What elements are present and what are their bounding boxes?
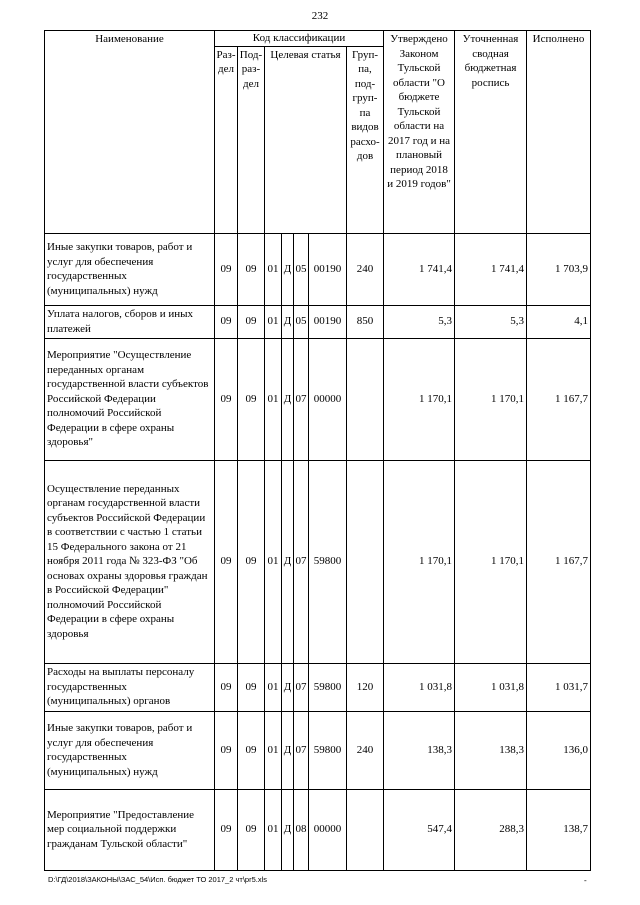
row-target-part3: 07	[294, 663, 309, 711]
row-target-part3: 08	[294, 789, 309, 870]
row-target-part1: 01	[265, 711, 282, 789]
row-executed-amount: 1 703,9	[527, 233, 591, 305]
row-target-part3: 07	[294, 711, 309, 789]
row-razdel: 09	[215, 711, 238, 789]
row-name: Мероприятие "Предоставление мер социальной поддержки гражданам Тульской области"	[45, 789, 215, 870]
row-approved-amount: 1 170,1	[384, 338, 455, 460]
row-target-part3: 05	[294, 305, 309, 338]
row-target-part4: 00190	[309, 233, 347, 305]
row-target-part1: 01	[265, 460, 282, 663]
row-target-part2: Д	[282, 233, 294, 305]
budget-table	[44, 30, 591, 871]
row-name: Уплата налогов, сборов и иных платежей	[45, 305, 215, 338]
row-target-part1: 01	[265, 233, 282, 305]
row-name: Расходы на выплаты персоналу государственных (муниципальных) органов	[45, 663, 215, 711]
header-refined: Уточненная сводная бюджетная роспись	[455, 31, 527, 234]
row-refined-amount: 288,3	[455, 789, 527, 870]
row-name: Иные закупки товаров, работ и услуг для обеспечения государственных (муниципальных) нужд	[45, 233, 215, 305]
header-code-classification: Код классификации	[215, 31, 384, 47]
footer-file-path: D:\ГД\2018\ЗАКОНЫ\ЗАС_54\Исп. бюджет ТО 2017_2 чт\pr5.xls	[48, 875, 267, 884]
row-razdel: 09	[215, 460, 238, 663]
row-target-part2: Д	[282, 305, 294, 338]
row-target-part1: 01	[265, 663, 282, 711]
row-executed-amount: 1 031,7	[527, 663, 591, 711]
row-expense-group: 240	[347, 711, 384, 789]
row-podrazdel: 09	[238, 305, 265, 338]
row-refined-amount: 1 170,1	[455, 338, 527, 460]
header-name: Наименование	[45, 31, 215, 234]
row-refined-amount: 1 741,4	[455, 233, 527, 305]
header-razdel: Раз- дел	[215, 46, 238, 233]
table-row	[45, 663, 591, 711]
header-expense-group: Груп- па, под- груп- па видов расхо- дов	[347, 46, 384, 233]
row-approved-amount: 1 741,4	[384, 233, 455, 305]
row-expense-group	[347, 460, 384, 663]
table-row	[45, 460, 591, 663]
table-row	[45, 338, 591, 460]
row-name: Мероприятие "Осуществление переданных органам государственной власти субъектов Российской Федерации полномочий Российской Федерации в сфере охраны здоровья"	[45, 338, 215, 460]
row-razdel: 09	[215, 789, 238, 870]
row-target-part2: Д	[282, 789, 294, 870]
row-expense-group: 240	[347, 233, 384, 305]
row-executed-amount: 138,7	[527, 789, 591, 870]
row-podrazdel: 09	[238, 711, 265, 789]
row-name: Иные закупки товаров, работ и услуг для обеспечения государственных (муниципальных) нужд	[45, 711, 215, 789]
row-target-part4: 00000	[309, 789, 347, 870]
row-podrazdel: 09	[238, 233, 265, 305]
footer-mark: -	[584, 876, 587, 885]
row-podrazdel: 09	[238, 663, 265, 711]
row-approved-amount: 1 170,1	[384, 460, 455, 663]
row-target-part2: Д	[282, 338, 294, 460]
row-approved-amount: 138,3	[384, 711, 455, 789]
row-target-part4: 00190	[309, 305, 347, 338]
row-expense-group: 850	[347, 305, 384, 338]
row-target-part4: 59800	[309, 663, 347, 711]
row-target-part3: 05	[294, 233, 309, 305]
row-approved-amount: 547,4	[384, 789, 455, 870]
table-row	[45, 789, 591, 870]
row-target-part1: 01	[265, 305, 282, 338]
header-podrazdel: Под- раз- дел	[238, 46, 265, 233]
row-refined-amount: 138,3	[455, 711, 527, 789]
page-number: 232	[311, 10, 329, 22]
row-target-part2: Д	[282, 711, 294, 789]
row-executed-amount: 4,1	[527, 305, 591, 338]
row-target-part1: 01	[265, 338, 282, 460]
row-executed-amount: 1 167,7	[527, 460, 591, 663]
row-target-part4: 59800	[309, 460, 347, 663]
row-expense-group: 120	[347, 663, 384, 711]
row-approved-amount: 5,3	[384, 305, 455, 338]
row-refined-amount: 5,3	[455, 305, 527, 338]
row-podrazdel: 09	[238, 338, 265, 460]
row-target-part1: 01	[265, 789, 282, 870]
row-target-part4: 59800	[309, 711, 347, 789]
row-razdel: 09	[215, 233, 238, 305]
row-executed-amount: 1 167,7	[527, 338, 591, 460]
row-name: Осуществление переданных органам государственной власти субъектов Российской Федерации в соответствии с частью 1 статьи 15 Федерального закона от 21 ноября 2011 года № 323-ФЗ "Об основах охраны здоровья граждан в Российской Федерации" полномочий Российской Федерации в сфере охраны здоровья	[45, 460, 215, 663]
row-refined-amount: 1 170,1	[455, 460, 527, 663]
row-executed-amount: 136,0	[527, 711, 591, 789]
header-target-article: Целевая статья	[265, 46, 347, 233]
header-approved: Утверждено Законом Тульской области "О бюджете Тульской области на 2017 год и на плановый период 2018 и 2019 годов"	[384, 31, 455, 234]
row-target-part2: Д	[282, 663, 294, 711]
table-row	[45, 711, 591, 789]
table-row	[45, 305, 591, 338]
row-razdel: 09	[215, 338, 238, 460]
row-expense-group	[347, 789, 384, 870]
row-target-part4: 00000	[309, 338, 347, 460]
row-expense-group	[347, 338, 384, 460]
row-approved-amount: 1 031,8	[384, 663, 455, 711]
row-refined-amount: 1 031,8	[455, 663, 527, 711]
row-target-part3: 07	[294, 338, 309, 460]
row-target-part3: 07	[294, 460, 309, 663]
row-podrazdel: 09	[238, 789, 265, 870]
row-target-part2: Д	[282, 460, 294, 663]
row-razdel: 09	[215, 663, 238, 711]
header-executed: Исполнено	[527, 31, 591, 234]
table-row	[45, 233, 591, 305]
row-podrazdel: 09	[238, 460, 265, 663]
row-razdel: 09	[215, 305, 238, 338]
